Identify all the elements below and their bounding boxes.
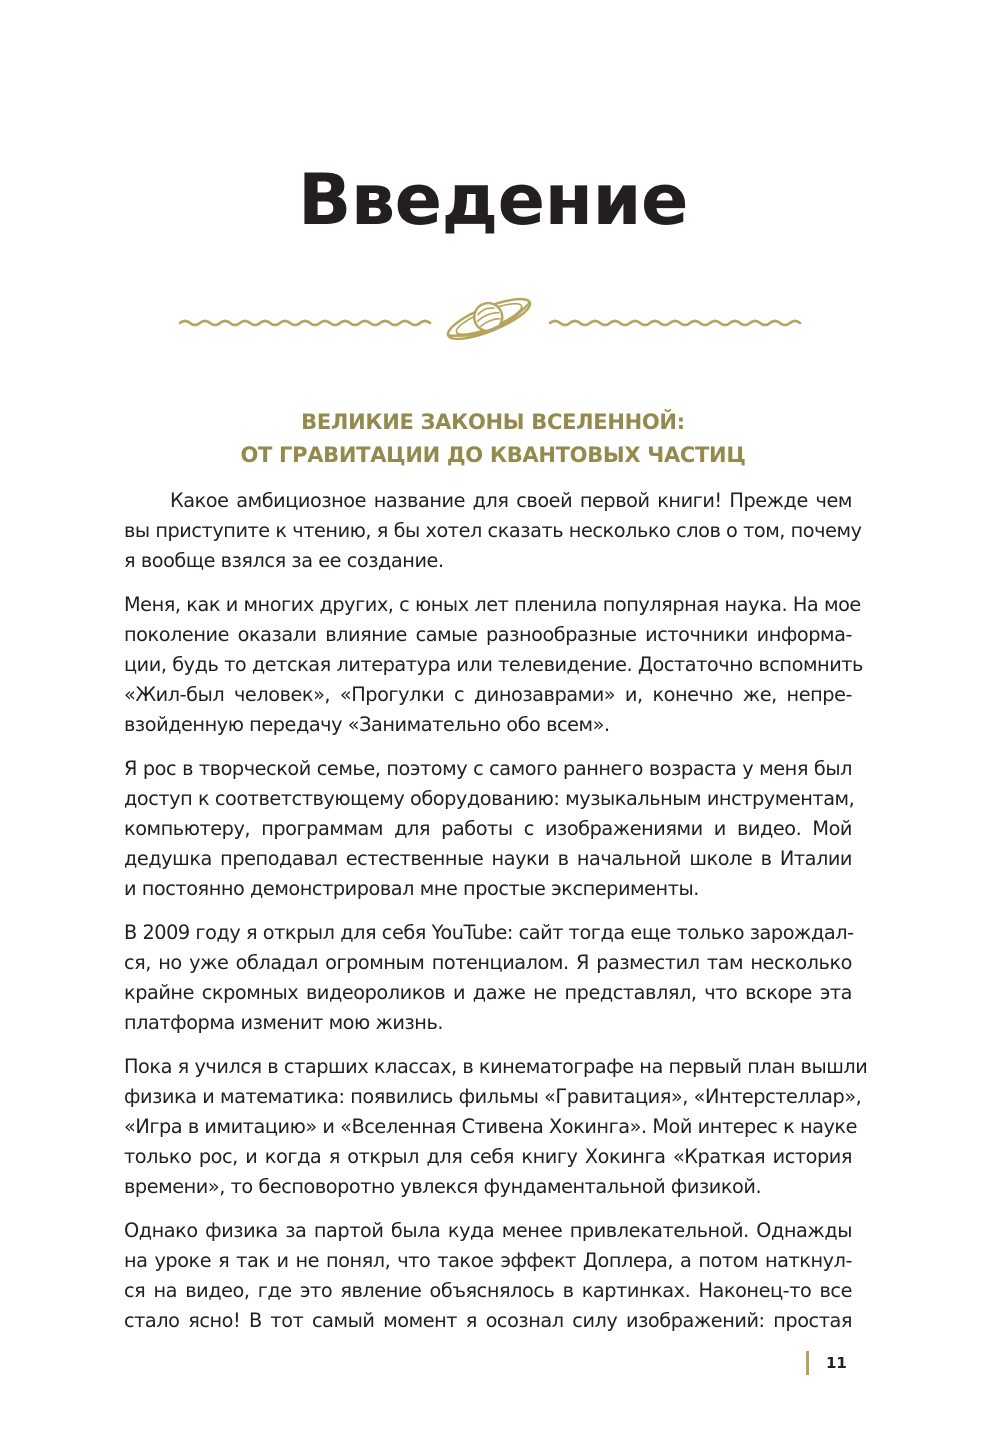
text-line: Меня, как и многих других, с юных лет пленила популярная наука. На мое [124, 593, 861, 616]
paragraph [124, 486, 862, 576]
paragraph [124, 590, 863, 740]
text-line: Какое амбициозное название для своей первой книги! Прежде чем [170, 489, 852, 512]
wave-line-left [180, 321, 430, 325]
paragraph [124, 754, 855, 904]
text-line: вы приступите к чтению, я бы хотел сказать несколько слов о том, почему [124, 519, 862, 542]
ornament-divider [175, 292, 805, 348]
text-line: Пока я учился в старших классах, в кинематографе на первый план вышли [124, 1055, 868, 1078]
text-line: ся, но уже обладал огромным потенциалом. Я разместил там несколько [124, 951, 852, 974]
text-line: и постоянно демонстрировал мне простые эксперименты. [124, 877, 699, 900]
paragraph [124, 918, 852, 1038]
text-line: дедушка преподавал естественные науки в начальной школе в Италии [124, 847, 852, 870]
saturn-planet-icon [442, 292, 534, 347]
text-line: на уроке я так и не понял, что такое эффект Доплера, а потом наткнул- [124, 1249, 852, 1272]
text-line: ся на видео, где это явление объяснялось в картинках. Наконец-то все [124, 1279, 852, 1302]
text-line: доступ к соответствующему оборудованию: музыкальным инструментам, [124, 787, 855, 810]
text-line: крайне скромных видеороликов и даже не представлял, что вскоре эта [124, 981, 852, 1004]
text-line: компьютеру, программам для работы с изображениями и видео. Мой [124, 817, 852, 840]
chapter-title: Введение [297, 159, 689, 241]
text-line: «Жил-был человек», «Прогулки с динозаврами» и, конечно же, непре- [124, 683, 852, 706]
text-line: «Игра в имитацию» и «Вселенная Стивена Хокинга». Мой интерес к науке [124, 1115, 858, 1138]
text-line: ции, будь то детская литература или телевидение. Достаточно вспомнить [124, 653, 863, 676]
text-line: Однако физика за партой была куда менее привлекательной. Однажды [124, 1219, 852, 1242]
text-line: стало ясно! В тот самый момент я осознал силу изображений: простая [124, 1309, 852, 1332]
paragraph [124, 1216, 852, 1336]
folio-bar [806, 1351, 809, 1375]
section-heading [0, 406, 986, 472]
text-line: физика и математика: появились фильмы «Гравитация», «Интерстеллар», [124, 1085, 862, 1108]
section-heading-line-2: ОТ ГРАВИТАЦИИ ДО КВАНТОВЫХ ЧАСТИЦ [240, 443, 746, 467]
text-line: только рос, и когда я открыл для себя книгу Хокинга «Краткая история [124, 1145, 852, 1168]
page-number: 11 [826, 1354, 847, 1372]
text-line: поколение оказали влияние самые разнообразные источники информа- [124, 623, 852, 646]
paragraph [124, 1052, 868, 1202]
text-line: времени», то бесповоротно увлекся фундаментальной физикой. [124, 1175, 762, 1198]
text-line: я вообще взялся за ее создание. [124, 549, 444, 572]
text-line: В 2009 году я открыл для себя YouTube: сайт тогда еще только зарождал- [124, 921, 854, 944]
text-line: Я рос в творческой семье, поэтому с самого раннего возраста у меня был [124, 757, 852, 780]
text-line: взойденную передачу «Занимательно обо всем». [124, 713, 610, 736]
section-heading-line-1: ВЕЛИКИЕ ЗАКОНЫ ВСЕЛЕННОЙ: [301, 410, 685, 434]
text-line: платформа изменит мою жизнь. [124, 1011, 444, 1034]
wave-line-right [550, 321, 800, 325]
body-text [124, 486, 868, 1350]
